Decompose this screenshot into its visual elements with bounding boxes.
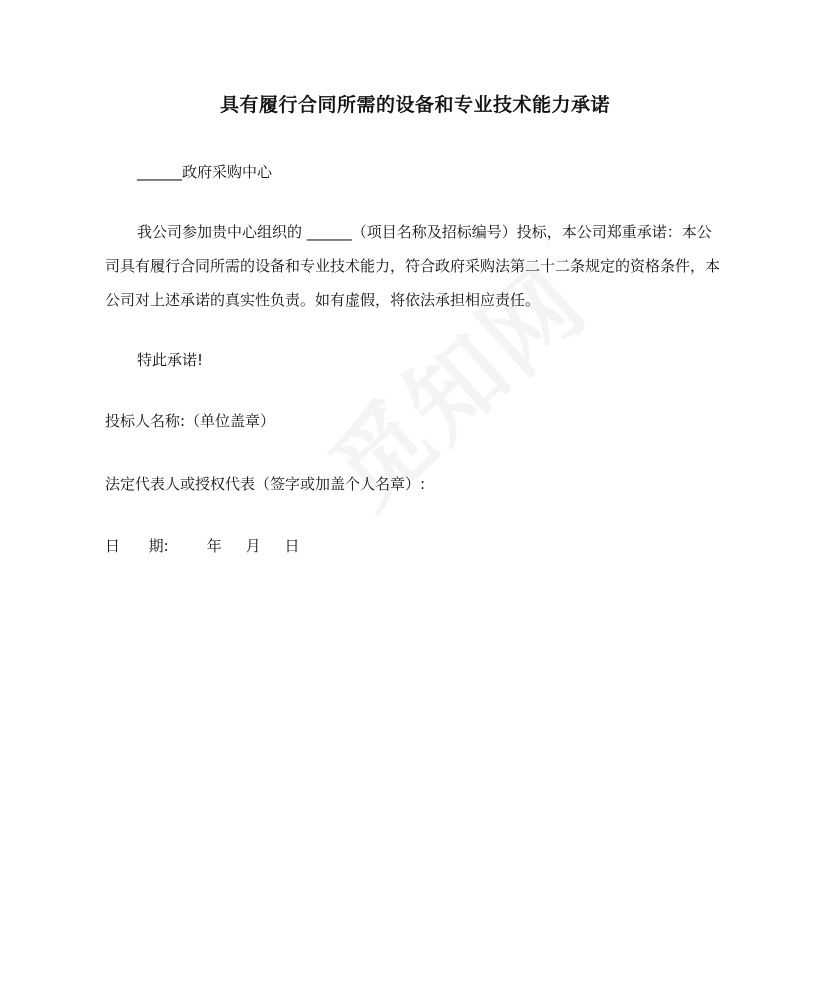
document-title: 具有履行合同所需的设备和专业技术能力承诺 (219, 94, 610, 116)
date-field: 日 期: 年 月 日 (105, 537, 300, 555)
recipient-line: ______政府采购中心 (137, 163, 273, 181)
bidder-name-field: 投标人名称:（单位盖章） (105, 412, 276, 430)
promise-statement: 特此承诺! (137, 351, 204, 369)
legal-representative-field: 法定代表人或授权代表（签字或加盖个人名章）: (105, 475, 426, 493)
commitment-paragraph: 我公司参加贵中心组织的 ______（项目名称及招标编号）投标，本公司郑重承诺：本公司具有履行合同所需的设备和专业技术能力，符合政府采购法第二十二条规定的资格条件，本公司对上述承诺的真实性负责。如有虚假，将依法承担相应责任。 (105, 223, 721, 309)
